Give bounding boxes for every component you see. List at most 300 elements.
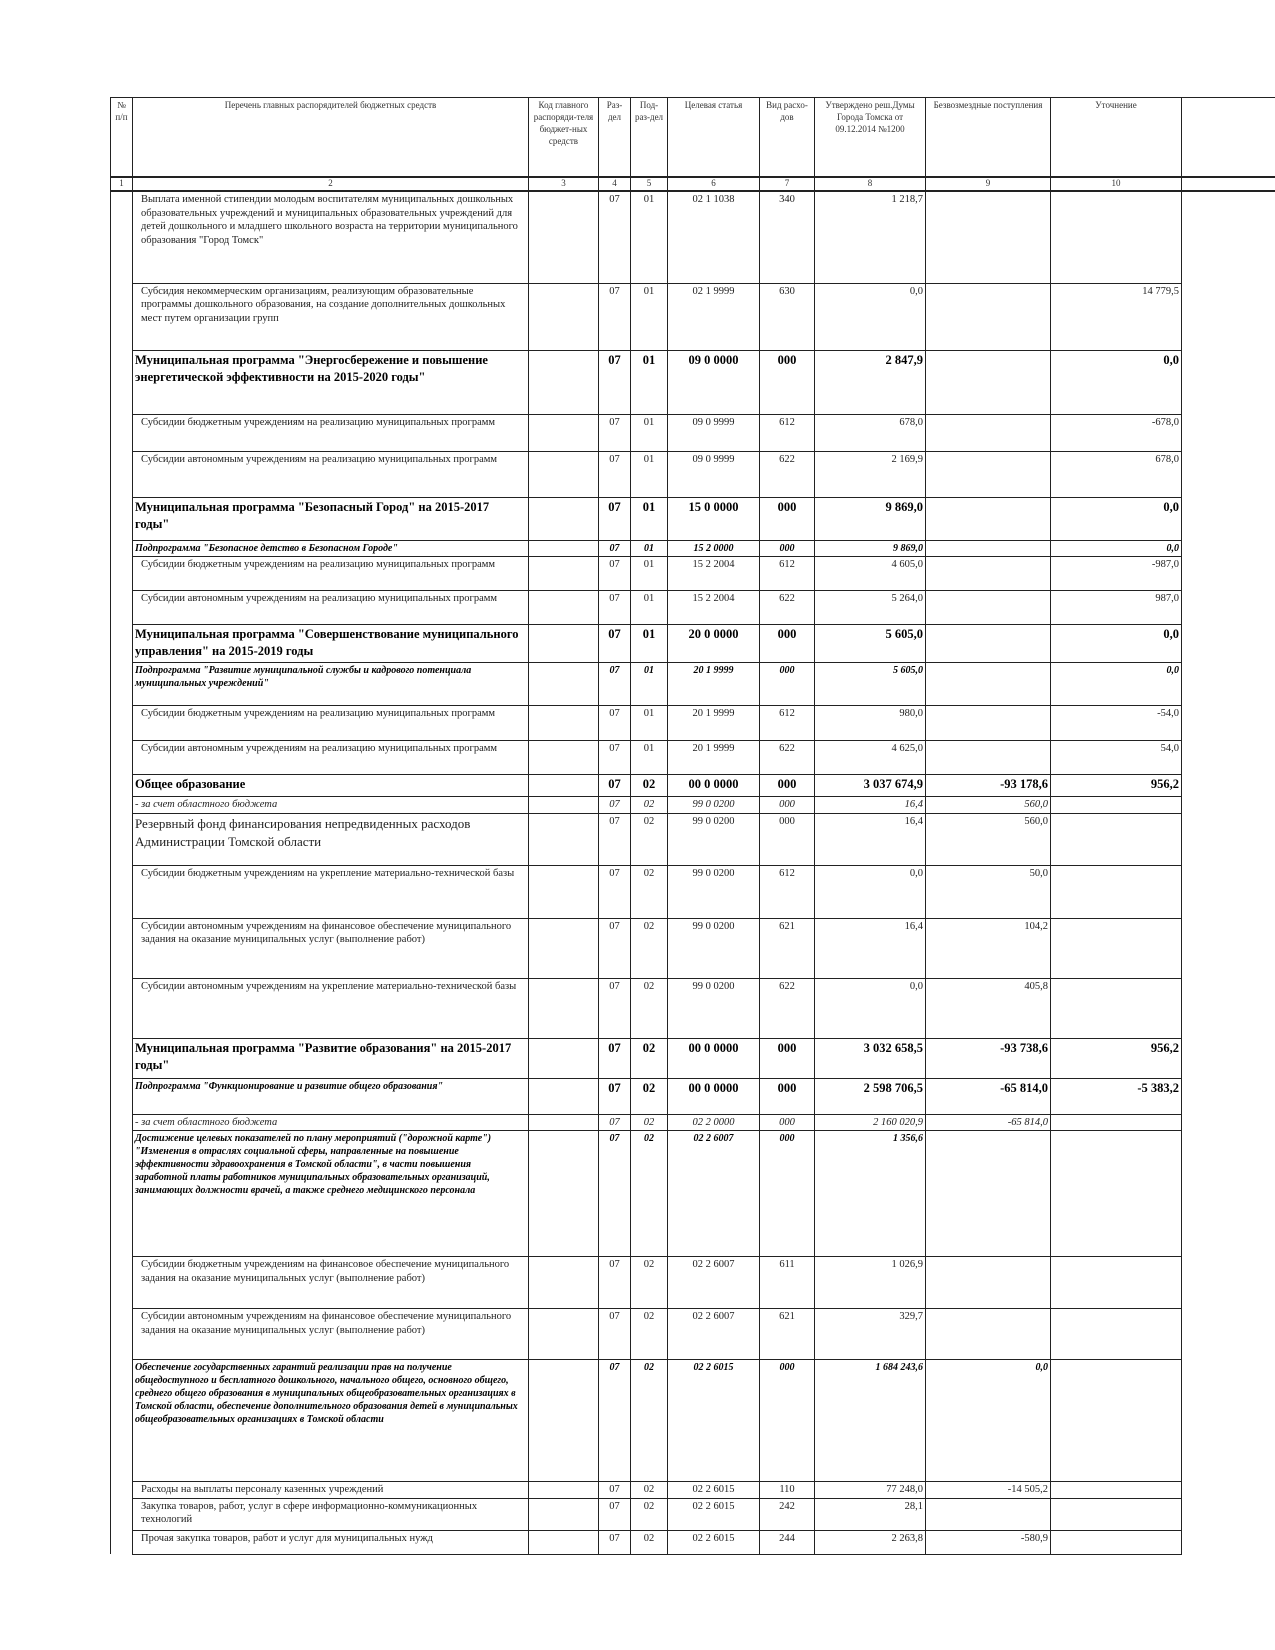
cell-expense-type: 622 (760, 451, 815, 497)
cell-target-article: 00 0 0000 (668, 774, 760, 796)
cell-name: Субсидии бюджетным учреждениям на реализацию муниципальных программ (133, 414, 529, 451)
cell-target-article: 09 0 9999 (668, 414, 760, 451)
cell-code (529, 191, 599, 283)
cell-razdel: 07 (599, 191, 631, 283)
table-row (111, 1114, 1275, 1131)
cell-target-article: 99 0 0200 (668, 978, 760, 1038)
cell-refinement: 54,0 (1051, 740, 1182, 774)
cell-expense-type: 621 (760, 1309, 815, 1360)
cell-target-article: 02 2 6015 (668, 1360, 760, 1482)
cell-refinement (1051, 1257, 1182, 1309)
header-target-article: Целевая статья (668, 98, 760, 178)
cell-number (111, 590, 133, 624)
cell-expense-type: 612 (760, 414, 815, 451)
cell-refinement: -5 383,2 (1051, 1078, 1182, 1114)
cell-free-receipts: 50,0 (926, 865, 1051, 918)
cell-name: Достижение целевых показателей по плану мероприятий ("дорожной карте") "Изменения в отраслях социальной сферы, направленные на повышение эффективности здравоохранения в Томской области", в части повышения заработной платы работников муниципальных образовательных организаций, занимающих должности врачей, а также среднего медицинского персонала (133, 1131, 529, 1257)
cell-extra (1182, 1482, 1275, 1499)
cell-refinement (1051, 191, 1182, 283)
cell-free-receipts (926, 590, 1051, 624)
cell-name: Общее образование (133, 774, 529, 796)
cell-refinement (1051, 1482, 1182, 1499)
cell-razdel: 07 (599, 774, 631, 796)
cell-number (111, 1309, 133, 1360)
cell-code (529, 1360, 599, 1482)
cell-podrazdel: 02 (631, 1131, 668, 1257)
cell-razdel: 07 (599, 813, 631, 865)
cell-number (111, 414, 133, 451)
cell-expense-type: 000 (760, 350, 815, 414)
cell-approved: 28,1 (815, 1498, 926, 1530)
cell-name: - за счет областного бюджета (133, 796, 529, 813)
header-approved: Утверждено реш.Думы Города Томска от 09.12.2014 №1200 (815, 98, 926, 178)
column-number: 3 (529, 177, 599, 191)
cell-expense-type: 340 (760, 191, 815, 283)
cell-free-receipts: -65 814,0 (926, 1114, 1051, 1131)
cell-name: Субсидии автономным учреждениям на финансовое обеспечение муниципального задания на оказание муниципальных услуг (выполнение работ) (133, 1309, 529, 1360)
cell-refinement: -987,0 (1051, 556, 1182, 590)
cell-code (529, 774, 599, 796)
cell-number (111, 740, 133, 774)
cell-podrazdel: 01 (631, 497, 668, 540)
header-free-receipts: Безвозмездные поступления (926, 98, 1051, 178)
cell-podrazdel: 02 (631, 1360, 668, 1482)
cell-code (529, 705, 599, 740)
cell-free-receipts (926, 662, 1051, 705)
cell-name: Подпрограмма "Безопасное детство в Безопасном Городе" (133, 540, 529, 556)
cell-razdel: 07 (599, 1530, 631, 1554)
cell-expense-type: 612 (760, 705, 815, 740)
cell-target-article: 09 0 9999 (668, 451, 760, 497)
cell-free-receipts: 560,0 (926, 813, 1051, 865)
table-row (111, 813, 1275, 865)
cell-free-receipts: 405,8 (926, 978, 1051, 1038)
table-row (111, 705, 1275, 740)
cell-razdel: 07 (599, 1257, 631, 1309)
cell-refinement: -54,0 (1051, 705, 1182, 740)
cell-free-receipts (926, 624, 1051, 662)
cell-approved: 1 684 243,6 (815, 1360, 926, 1482)
cell-target-article: 02 2 6007 (668, 1309, 760, 1360)
cell-code (529, 865, 599, 918)
column-number: 1 (111, 177, 133, 191)
cell-podrazdel: 01 (631, 414, 668, 451)
table-row (111, 191, 1275, 283)
cell-name: Подпрограмма "Функционирование и развитие общего образования" (133, 1078, 529, 1114)
cell-expense-type: 000 (760, 1038, 815, 1078)
cell-approved: 1 356,6 (815, 1131, 926, 1257)
cell-name: Субсидии бюджетным учреждениям на финансовое обеспечение муниципального задания на оказание муниципальных услуг (выполнение работ) (133, 1257, 529, 1309)
cell-free-receipts (926, 1131, 1051, 1257)
cell-extra (1182, 813, 1275, 865)
cell-razdel: 07 (599, 662, 631, 705)
cell-free-receipts (926, 540, 1051, 556)
cell-code (529, 556, 599, 590)
cell-free-receipts: 0,0 (926, 1360, 1051, 1482)
cell-razdel: 07 (599, 1360, 631, 1482)
cell-podrazdel: 01 (631, 191, 668, 283)
cell-extra (1182, 624, 1275, 662)
cell-code (529, 740, 599, 774)
cell-podrazdel: 02 (631, 796, 668, 813)
table-row (111, 774, 1275, 796)
cell-refinement: -678,0 (1051, 414, 1182, 451)
table-row (111, 497, 1275, 540)
cell-expense-type: 000 (760, 662, 815, 705)
column-number: 10 (1051, 177, 1182, 191)
cell-podrazdel: 01 (631, 705, 668, 740)
cell-target-article: 20 0 0000 (668, 624, 760, 662)
cell-podrazdel: 01 (631, 624, 668, 662)
cell-approved: 5 605,0 (815, 662, 926, 705)
cell-refinement: 0,0 (1051, 350, 1182, 414)
cell-approved: 77 248,0 (815, 1482, 926, 1499)
cell-code (529, 283, 599, 350)
cell-razdel: 07 (599, 978, 631, 1038)
cell-target-article: 02 1 9999 (668, 283, 760, 350)
cell-refinement (1051, 1114, 1182, 1131)
table-body (111, 191, 1275, 1554)
column-number: 7 (760, 177, 815, 191)
cell-extra (1182, 865, 1275, 918)
cell-razdel: 07 (599, 590, 631, 624)
cell-refinement: 0,0 (1051, 497, 1182, 540)
cell-number (111, 283, 133, 350)
column-number: 6 (668, 177, 760, 191)
cell-extra (1182, 1114, 1275, 1131)
cell-approved: 2 160 020,9 (815, 1114, 926, 1131)
cell-target-article: 99 0 0200 (668, 796, 760, 813)
cell-extra (1182, 451, 1275, 497)
table-row (111, 796, 1275, 813)
cell-target-article: 15 0 0000 (668, 497, 760, 540)
header-extra (1182, 98, 1275, 178)
cell-razdel: 07 (599, 740, 631, 774)
cell-name: Муниципальная программа "Энергосбережение и повышение энергетической эффективности на 2015-2020 годы" (133, 350, 529, 414)
cell-podrazdel: 01 (631, 590, 668, 624)
cell-podrazdel: 02 (631, 1038, 668, 1078)
table-row (111, 1257, 1275, 1309)
cell-number (111, 1360, 133, 1482)
cell-approved: 678,0 (815, 414, 926, 451)
cell-refinement: 0,0 (1051, 624, 1182, 662)
cell-expense-type: 000 (760, 774, 815, 796)
cell-number (111, 1131, 133, 1257)
cell-refinement: 956,2 (1051, 1038, 1182, 1078)
cell-target-article: 02 2 0000 (668, 1114, 760, 1131)
cell-code (529, 978, 599, 1038)
table-row (111, 1309, 1275, 1360)
cell-approved: 1 218,7 (815, 191, 926, 283)
cell-number (111, 1114, 133, 1131)
cell-target-article: 02 2 6007 (668, 1131, 760, 1257)
cell-approved: 9 869,0 (815, 497, 926, 540)
cell-podrazdel: 01 (631, 350, 668, 414)
cell-number (111, 1498, 133, 1530)
cell-razdel: 07 (599, 1498, 631, 1530)
cell-razdel: 07 (599, 1038, 631, 1078)
cell-name: Субсидии автономным учреждениям на укрепление материально-технической базы (133, 978, 529, 1038)
cell-expense-type: 000 (760, 497, 815, 540)
cell-target-article: 20 1 9999 (668, 662, 760, 705)
cell-podrazdel: 02 (631, 774, 668, 796)
cell-refinement: 987,0 (1051, 590, 1182, 624)
cell-extra (1182, 774, 1275, 796)
cell-name: Муниципальная программа "Развитие образования" на 2015-2017 годы" (133, 1038, 529, 1078)
cell-free-receipts (926, 1257, 1051, 1309)
table-row (111, 978, 1275, 1038)
cell-extra (1182, 796, 1275, 813)
cell-number (111, 796, 133, 813)
cell-code (529, 624, 599, 662)
cell-approved: 5 605,0 (815, 624, 926, 662)
cell-target-article: 02 2 6007 (668, 1257, 760, 1309)
cell-podrazdel: 02 (631, 1530, 668, 1554)
cell-podrazdel: 02 (631, 1078, 668, 1114)
cell-podrazdel: 02 (631, 813, 668, 865)
cell-expense-type: 000 (760, 624, 815, 662)
cell-free-receipts (926, 414, 1051, 451)
cell-number (111, 350, 133, 414)
cell-name: Обеспечение государственных гарантий реализации прав на получение общедоступного и бесплатного дошкольного, начального общего, основного общего, среднего общего образования в муниципальных общеобразовательных организациях в Томской области, обеспечение дополнительного образования детей в муниципальных общеобразовательных организациях в Томской области (133, 1360, 529, 1482)
cell-razdel: 07 (599, 414, 631, 451)
cell-refinement (1051, 813, 1182, 865)
cell-podrazdel: 02 (631, 865, 668, 918)
cell-approved: 9 869,0 (815, 540, 926, 556)
budget-table-sheet (110, 97, 1275, 1555)
cell-free-receipts (926, 350, 1051, 414)
cell-number (111, 451, 133, 497)
cell-refinement (1051, 865, 1182, 918)
cell-free-receipts: 104,2 (926, 918, 1051, 978)
cell-code (529, 918, 599, 978)
cell-extra (1182, 1078, 1275, 1114)
cell-number (111, 556, 133, 590)
cell-approved: 4 605,0 (815, 556, 926, 590)
table-row (111, 1530, 1275, 1554)
cell-target-article: 02 2 6015 (668, 1530, 760, 1554)
table-row (111, 556, 1275, 590)
cell-extra (1182, 740, 1275, 774)
cell-free-receipts (926, 191, 1051, 283)
cell-podrazdel: 02 (631, 1309, 668, 1360)
cell-free-receipts (926, 556, 1051, 590)
cell-number (111, 1078, 133, 1114)
cell-expense-type: 000 (760, 1131, 815, 1257)
cell-free-receipts: 560,0 (926, 796, 1051, 813)
cell-extra (1182, 283, 1275, 350)
cell-name: Подпрограмма "Развитие муниципальной службы и кадрового потенциала муниципальных учреждений" (133, 662, 529, 705)
cell-code (529, 451, 599, 497)
cell-refinement (1051, 1530, 1182, 1554)
column-number: 4 (599, 177, 631, 191)
budget-table (110, 97, 1275, 1555)
cell-free-receipts: -65 814,0 (926, 1078, 1051, 1114)
cell-extra (1182, 556, 1275, 590)
cell-target-article: 09 0 0000 (668, 350, 760, 414)
cell-free-receipts (926, 497, 1051, 540)
cell-target-article: 99 0 0200 (668, 813, 760, 865)
cell-razdel: 07 (599, 1482, 631, 1499)
cell-number (111, 662, 133, 705)
cell-expense-type: 000 (760, 1360, 815, 1482)
header-razdel: Раз-дел (599, 98, 631, 178)
cell-code (529, 1078, 599, 1114)
cell-number (111, 540, 133, 556)
cell-expense-type: 000 (760, 813, 815, 865)
header-refinement: Уточнение (1051, 98, 1182, 178)
cell-approved: 4 625,0 (815, 740, 926, 774)
cell-free-receipts: -580,9 (926, 1530, 1051, 1554)
cell-name: Субсидии автономным учреждениям на реализацию муниципальных программ (133, 740, 529, 774)
cell-podrazdel: 02 (631, 1482, 668, 1499)
cell-refinement (1051, 978, 1182, 1038)
cell-name: Субсидии бюджетным учреждениям на реализацию муниципальных программ (133, 556, 529, 590)
cell-approved: 5 264,0 (815, 590, 926, 624)
cell-expense-type: 000 (760, 1078, 815, 1114)
cell-target-article: 02 1 1038 (668, 191, 760, 283)
table-row (111, 1482, 1275, 1499)
cell-number (111, 1257, 133, 1309)
cell-free-receipts: -93 738,6 (926, 1038, 1051, 1078)
cell-number (111, 497, 133, 540)
cell-number (111, 624, 133, 662)
cell-razdel: 07 (599, 540, 631, 556)
cell-expense-type: 630 (760, 283, 815, 350)
cell-approved: 0,0 (815, 283, 926, 350)
cell-name: Закупка товаров, работ, услуг в сфере информационно-коммуникационных технологий (133, 1498, 529, 1530)
header-code: Код главного распоряди-теля бюджет-ных средств (529, 98, 599, 178)
cell-code (529, 1482, 599, 1499)
cell-razdel: 07 (599, 918, 631, 978)
cell-code (529, 813, 599, 865)
header-podrazdel: Под-раз-дел (631, 98, 668, 178)
cell-refinement (1051, 796, 1182, 813)
cell-target-article: 20 1 9999 (668, 740, 760, 774)
cell-name: Субсидии бюджетным учреждениям на укрепление материально-технической базы (133, 865, 529, 918)
cell-name: - за счет областного бюджета (133, 1114, 529, 1131)
cell-name: Муниципальная программа "Безопасный Город" на 2015-2017 годы" (133, 497, 529, 540)
table-row (111, 662, 1275, 705)
cell-expense-type: 000 (760, 1114, 815, 1131)
table-row (111, 740, 1275, 774)
cell-target-article: 15 2 2004 (668, 590, 760, 624)
cell-target-article: 02 2 6015 (668, 1498, 760, 1530)
cell-name: Резервный фонд финансирования непредвиденных расходов Администрации Томской области (133, 813, 529, 865)
table-row (111, 1498, 1275, 1530)
table-row (111, 590, 1275, 624)
cell-code (529, 1131, 599, 1257)
cell-refinement: 0,0 (1051, 540, 1182, 556)
cell-name: Субсидии автономным учреждениям на реализацию муниципальных программ (133, 451, 529, 497)
table-row (111, 283, 1275, 350)
cell-code (529, 1309, 599, 1360)
cell-expense-type: 244 (760, 1530, 815, 1554)
cell-extra (1182, 1309, 1275, 1360)
cell-expense-type: 622 (760, 978, 815, 1038)
table-row (111, 1078, 1275, 1114)
cell-podrazdel: 02 (631, 918, 668, 978)
cell-refinement: 956,2 (1051, 774, 1182, 796)
cell-approved: 1 026,9 (815, 1257, 926, 1309)
cell-razdel: 07 (599, 705, 631, 740)
cell-extra (1182, 1498, 1275, 1530)
cell-approved: 0,0 (815, 865, 926, 918)
cell-target-article: 00 0 0000 (668, 1038, 760, 1078)
cell-extra (1182, 1530, 1275, 1554)
table-row (111, 1360, 1275, 1482)
cell-free-receipts (926, 1309, 1051, 1360)
cell-name: Выплата именной стипендии молодым воспитателям муниципальных дошкольных образовательных учреждений и муниципальных образовательных учреждений для детей дошкольного и младшего школьного возраста на территории муниципального образования "Город Томск" (133, 191, 529, 283)
cell-number (111, 978, 133, 1038)
cell-razdel: 07 (599, 556, 631, 590)
cell-approved: 16,4 (815, 796, 926, 813)
cell-number (111, 705, 133, 740)
cell-target-article: 15 2 0000 (668, 540, 760, 556)
cell-razdel: 07 (599, 624, 631, 662)
header-number: № п/п (111, 98, 133, 178)
cell-expense-type: 622 (760, 590, 815, 624)
cell-podrazdel: 01 (631, 283, 668, 350)
cell-target-article: 20 1 9999 (668, 705, 760, 740)
cell-free-receipts (926, 740, 1051, 774)
table-row (111, 540, 1275, 556)
cell-expense-type: 611 (760, 1257, 815, 1309)
cell-code (529, 1257, 599, 1309)
cell-podrazdel: 02 (631, 1114, 668, 1131)
cell-razdel: 07 (599, 283, 631, 350)
cell-number (111, 918, 133, 978)
cell-approved: 2 169,9 (815, 451, 926, 497)
cell-name: Прочая закупка товаров, работ и услуг для муниципальных нужд (133, 1530, 529, 1554)
table-row (111, 414, 1275, 451)
cell-expense-type: 000 (760, 796, 815, 813)
cell-target-article: 00 0 0000 (668, 1078, 760, 1114)
cell-code (529, 497, 599, 540)
cell-code (529, 1530, 599, 1554)
cell-number (111, 865, 133, 918)
cell-razdel: 07 (599, 1078, 631, 1114)
cell-free-receipts (926, 1498, 1051, 1530)
cell-expense-type: 612 (760, 556, 815, 590)
table-row (111, 918, 1275, 978)
cell-podrazdel: 01 (631, 451, 668, 497)
cell-number (111, 1038, 133, 1078)
cell-free-receipts: -93 178,6 (926, 774, 1051, 796)
cell-code (529, 414, 599, 451)
cell-number (111, 774, 133, 796)
cell-name: Муниципальная программа "Совершенствование муниципального управления" на 2015-2019 годы (133, 624, 529, 662)
cell-number (111, 1530, 133, 1554)
cell-code (529, 350, 599, 414)
cell-approved: 2 847,9 (815, 350, 926, 414)
table-row (111, 865, 1275, 918)
cell-free-receipts (926, 451, 1051, 497)
cell-approved: 3 032 658,5 (815, 1038, 926, 1078)
table-row (111, 350, 1275, 414)
header-expense-type: Вид расхо-дов (760, 98, 815, 178)
cell-podrazdel: 01 (631, 556, 668, 590)
cell-extra (1182, 1360, 1275, 1482)
cell-razdel: 07 (599, 1114, 631, 1131)
cell-name: Субсидия некоммерческим организациям, реализующим образовательные программы дошкольного образования, на создание дополнительных дошкольных мест путем организации групп (133, 283, 529, 350)
column-number-row (111, 177, 1275, 191)
header-name: Перечень главных распорядителей бюджетных средств (133, 98, 529, 178)
cell-extra (1182, 705, 1275, 740)
cell-approved: 980,0 (815, 705, 926, 740)
cell-podrazdel: 01 (631, 540, 668, 556)
cell-razdel: 07 (599, 796, 631, 813)
